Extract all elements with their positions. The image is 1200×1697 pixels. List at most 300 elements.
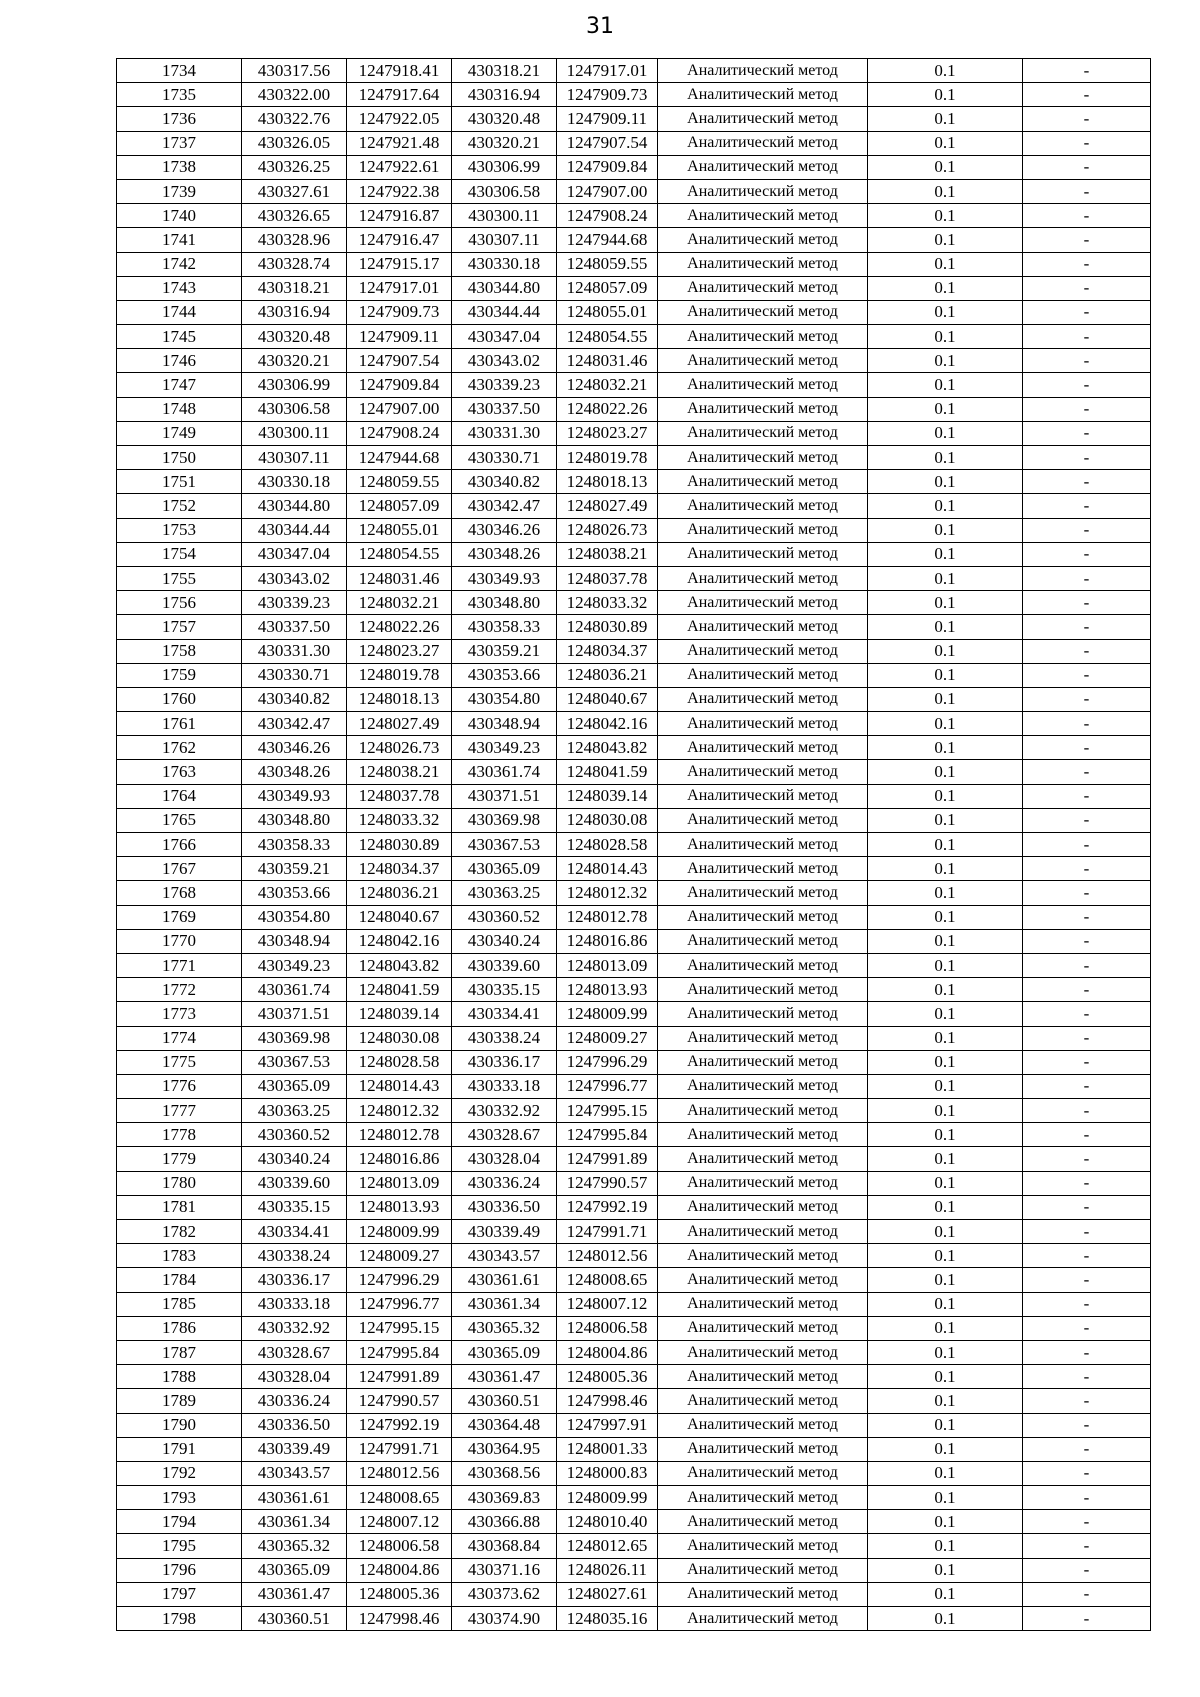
y-start-cell: 1248033.32: [347, 808, 452, 832]
table-row: [117, 204, 1151, 228]
y-end-cell: 1247997.91: [557, 1413, 658, 1437]
table-row: [117, 1486, 1151, 1510]
accuracy-cell: 0.1: [868, 639, 1023, 663]
x-start-cell: 430348.94: [242, 929, 347, 953]
table-row: [117, 1268, 1151, 1292]
method-cell: Аналитический метод: [658, 736, 868, 760]
x-end-cell: 430349.23: [452, 736, 557, 760]
note-cell: -: [1023, 1147, 1151, 1171]
y-start-cell: 1248030.89: [347, 833, 452, 857]
table-row: [117, 591, 1151, 615]
y-start-cell: 1247921.48: [347, 131, 452, 155]
x-start-cell: 430336.24: [242, 1389, 347, 1413]
x-start-cell: 430365.32: [242, 1534, 347, 1558]
x-start-cell: 430344.44: [242, 518, 347, 542]
table-row: [117, 712, 1151, 736]
x-end-cell: 430361.34: [452, 1292, 557, 1316]
accuracy-cell: 0.1: [868, 663, 1023, 687]
note-cell: -: [1023, 1558, 1151, 1582]
x-end-cell: 430342.47: [452, 494, 557, 518]
point-number-cell: 1786: [117, 1316, 242, 1340]
accuracy-cell: 0.1: [868, 1534, 1023, 1558]
y-end-cell: 1248006.58: [557, 1316, 658, 1340]
y-end-cell: 1248041.59: [557, 760, 658, 784]
point-number-cell: 1743: [117, 276, 242, 300]
method-cell: Аналитический метод: [658, 615, 868, 639]
x-start-cell: 430320.48: [242, 325, 347, 349]
y-start-cell: 1247995.84: [347, 1340, 452, 1364]
x-end-cell: 430336.17: [452, 1050, 557, 1074]
accuracy-cell: 0.1: [868, 1413, 1023, 1437]
note-cell: -: [1023, 929, 1151, 953]
point-number-cell: 1761: [117, 712, 242, 736]
x-start-cell: 430338.24: [242, 1244, 347, 1268]
point-number-cell: 1734: [117, 59, 242, 83]
table-row: [117, 1340, 1151, 1364]
note-cell: -: [1023, 59, 1151, 83]
method-cell: Аналитический метод: [658, 470, 868, 494]
method-cell: Аналитический метод: [658, 1220, 868, 1244]
x-end-cell: 430320.21: [452, 131, 557, 155]
y-end-cell: 1248033.32: [557, 591, 658, 615]
y-start-cell: 1248014.43: [347, 1074, 452, 1098]
note-cell: -: [1023, 1534, 1151, 1558]
x-end-cell: 430360.52: [452, 905, 557, 929]
accuracy-cell: 0.1: [868, 591, 1023, 615]
x-end-cell: 430339.49: [452, 1220, 557, 1244]
y-end-cell: 1247909.11: [557, 107, 658, 131]
y-end-cell: 1248009.99: [557, 1002, 658, 1026]
accuracy-cell: 0.1: [868, 421, 1023, 445]
point-number-cell: 1790: [117, 1413, 242, 1437]
table-row: [117, 857, 1151, 881]
x-end-cell: 430361.74: [452, 760, 557, 784]
note-cell: -: [1023, 1413, 1151, 1437]
y-start-cell: 1248019.78: [347, 663, 452, 687]
method-cell: Аналитический метод: [658, 929, 868, 953]
point-number-cell: 1756: [117, 591, 242, 615]
table-row: [117, 1389, 1151, 1413]
note-cell: -: [1023, 1171, 1151, 1195]
y-start-cell: 1247922.38: [347, 179, 452, 203]
table-row: [117, 1413, 1151, 1437]
y-end-cell: 1248012.78: [557, 905, 658, 929]
method-cell: Аналитический метод: [658, 276, 868, 300]
method-cell: Аналитический метод: [658, 639, 868, 663]
y-start-cell: 1248004.86: [347, 1558, 452, 1582]
y-end-cell: 1247917.01: [557, 59, 658, 83]
y-start-cell: 1248041.59: [347, 978, 452, 1002]
accuracy-cell: 0.1: [868, 131, 1023, 155]
note-cell: -: [1023, 615, 1151, 639]
x-end-cell: 430307.11: [452, 228, 557, 252]
note-cell: -: [1023, 639, 1151, 663]
point-number-cell: 1749: [117, 421, 242, 445]
table-row: [117, 83, 1151, 107]
table-row: [117, 397, 1151, 421]
note-cell: -: [1023, 953, 1151, 977]
point-number-cell: 1767: [117, 857, 242, 881]
accuracy-cell: 0.1: [868, 470, 1023, 494]
table-row: [117, 373, 1151, 397]
y-start-cell: 1247996.77: [347, 1292, 452, 1316]
method-cell: Аналитический метод: [658, 1510, 868, 1534]
note-cell: -: [1023, 518, 1151, 542]
x-start-cell: 430346.26: [242, 736, 347, 760]
x-end-cell: 430365.09: [452, 1340, 557, 1364]
x-end-cell: 430330.18: [452, 252, 557, 276]
x-start-cell: 430337.50: [242, 615, 347, 639]
point-number-cell: 1768: [117, 881, 242, 905]
accuracy-cell: 0.1: [868, 494, 1023, 518]
method-cell: Аналитический метод: [658, 421, 868, 445]
table-row: [117, 107, 1151, 131]
y-end-cell: 1247991.71: [557, 1220, 658, 1244]
y-end-cell: 1248004.86: [557, 1340, 658, 1364]
method-cell: Аналитический метод: [658, 1050, 868, 1074]
method-cell: Аналитический метод: [658, 1171, 868, 1195]
table-row: [117, 736, 1151, 760]
method-cell: Аналитический метод: [658, 83, 868, 107]
x-end-cell: 430300.11: [452, 204, 557, 228]
y-start-cell: 1248013.09: [347, 1171, 452, 1195]
x-end-cell: 430306.58: [452, 179, 557, 203]
method-cell: Аналитический метод: [658, 712, 868, 736]
y-end-cell: 1248012.56: [557, 1244, 658, 1268]
y-start-cell: 1248036.21: [347, 881, 452, 905]
method-cell: Аналитический метод: [658, 905, 868, 929]
y-start-cell: 1247992.19: [347, 1413, 452, 1437]
note-cell: -: [1023, 1026, 1151, 1050]
accuracy-cell: 0.1: [868, 760, 1023, 784]
x-end-cell: 430358.33: [452, 615, 557, 639]
x-start-cell: 430335.15: [242, 1195, 347, 1219]
method-cell: Аналитический метод: [658, 808, 868, 832]
y-start-cell: 1248009.27: [347, 1244, 452, 1268]
x-start-cell: 430361.61: [242, 1486, 347, 1510]
x-end-cell: 430330.71: [452, 446, 557, 470]
accuracy-cell: 0.1: [868, 1195, 1023, 1219]
method-cell: Аналитический метод: [658, 107, 868, 131]
x-end-cell: 430337.50: [452, 397, 557, 421]
table-row: [117, 978, 1151, 1002]
y-start-cell: 1247922.61: [347, 155, 452, 179]
method-cell: Аналитический метод: [658, 179, 868, 203]
x-start-cell: 430330.71: [242, 663, 347, 687]
y-end-cell: 1248014.43: [557, 857, 658, 881]
point-number-cell: 1773: [117, 1002, 242, 1026]
y-start-cell: 1247922.05: [347, 107, 452, 131]
note-cell: -: [1023, 1002, 1151, 1026]
x-end-cell: 430340.82: [452, 470, 557, 494]
point-number-cell: 1770: [117, 929, 242, 953]
method-cell: Аналитический метод: [658, 1002, 868, 1026]
point-number-cell: 1758: [117, 639, 242, 663]
x-start-cell: 430330.18: [242, 470, 347, 494]
x-end-cell: 430353.66: [452, 663, 557, 687]
point-number-cell: 1771: [117, 953, 242, 977]
method-cell: Аналитический метод: [658, 252, 868, 276]
x-end-cell: 430316.94: [452, 83, 557, 107]
method-cell: Аналитический метод: [658, 1123, 868, 1147]
table-row: [117, 228, 1151, 252]
y-end-cell: 1248039.14: [557, 784, 658, 808]
note-cell: -: [1023, 784, 1151, 808]
y-end-cell: 1248038.21: [557, 542, 658, 566]
x-start-cell: 430320.21: [242, 349, 347, 373]
method-cell: Аналитический метод: [658, 325, 868, 349]
y-start-cell: 1248030.08: [347, 1026, 452, 1050]
point-number-cell: 1792: [117, 1461, 242, 1485]
accuracy-cell: 0.1: [868, 397, 1023, 421]
note-cell: -: [1023, 204, 1151, 228]
point-number-cell: 1762: [117, 736, 242, 760]
method-cell: Аналитический метод: [658, 1074, 868, 1098]
y-start-cell: 1247916.47: [347, 228, 452, 252]
y-end-cell: 1247996.77: [557, 1074, 658, 1098]
x-end-cell: 430335.15: [452, 978, 557, 1002]
table-row: [117, 131, 1151, 155]
note-cell: -: [1023, 107, 1151, 131]
x-start-cell: 430336.50: [242, 1413, 347, 1437]
note-cell: -: [1023, 1340, 1151, 1364]
x-end-cell: 430348.94: [452, 712, 557, 736]
x-start-cell: 430339.49: [242, 1437, 347, 1461]
y-end-cell: 1248059.55: [557, 252, 658, 276]
page-number: 31: [586, 14, 614, 39]
point-number-cell: 1795: [117, 1534, 242, 1558]
x-start-cell: 430331.30: [242, 639, 347, 663]
method-cell: Аналитический метод: [658, 1099, 868, 1123]
method-cell: Аналитический метод: [658, 228, 868, 252]
point-number-cell: 1769: [117, 905, 242, 929]
table-row: [117, 687, 1151, 711]
x-end-cell: 430336.24: [452, 1171, 557, 1195]
point-number-cell: 1750: [117, 446, 242, 470]
y-end-cell: 1248009.99: [557, 1486, 658, 1510]
x-end-cell: 430336.50: [452, 1195, 557, 1219]
accuracy-cell: 0.1: [868, 857, 1023, 881]
note-cell: -: [1023, 1050, 1151, 1074]
point-number-cell: 1797: [117, 1582, 242, 1606]
x-start-cell: 430326.25: [242, 155, 347, 179]
accuracy-cell: 0.1: [868, 1292, 1023, 1316]
x-end-cell: 430367.53: [452, 833, 557, 857]
y-start-cell: 1248023.27: [347, 639, 452, 663]
y-end-cell: 1247907.54: [557, 131, 658, 155]
accuracy-cell: 0.1: [868, 349, 1023, 373]
accuracy-cell: 0.1: [868, 881, 1023, 905]
x-end-cell: 430332.92: [452, 1099, 557, 1123]
x-end-cell: 430361.61: [452, 1268, 557, 1292]
table-row: [117, 446, 1151, 470]
x-start-cell: 430348.80: [242, 808, 347, 832]
note-cell: -: [1023, 325, 1151, 349]
y-end-cell: 1248057.09: [557, 276, 658, 300]
y-start-cell: 1247917.64: [347, 83, 452, 107]
y-end-cell: 1248012.65: [557, 1534, 658, 1558]
table-row: [117, 421, 1151, 445]
y-start-cell: 1248009.99: [347, 1220, 452, 1244]
x-start-cell: 430354.80: [242, 905, 347, 929]
point-number-cell: 1780: [117, 1171, 242, 1195]
method-cell: Аналитический метод: [658, 542, 868, 566]
note-cell: -: [1023, 1607, 1151, 1631]
x-end-cell: 430339.60: [452, 953, 557, 977]
x-end-cell: 430364.95: [452, 1437, 557, 1461]
method-cell: Аналитический метод: [658, 59, 868, 83]
method-cell: Аналитический метод: [658, 1340, 868, 1364]
point-number-cell: 1738: [117, 155, 242, 179]
y-start-cell: 1248012.78: [347, 1123, 452, 1147]
table-row: [117, 1534, 1151, 1558]
accuracy-cell: 0.1: [868, 1461, 1023, 1485]
table-row: [117, 1026, 1151, 1050]
point-number-cell: 1791: [117, 1437, 242, 1461]
y-end-cell: 1248005.36: [557, 1365, 658, 1389]
accuracy-cell: 0.1: [868, 1074, 1023, 1098]
x-start-cell: 430353.66: [242, 881, 347, 905]
note-cell: -: [1023, 83, 1151, 107]
y-end-cell: 1247995.15: [557, 1099, 658, 1123]
y-start-cell: 1248026.73: [347, 736, 452, 760]
x-end-cell: 430373.62: [452, 1582, 557, 1606]
y-end-cell: 1247908.24: [557, 204, 658, 228]
x-start-cell: 430361.34: [242, 1510, 347, 1534]
point-number-cell: 1759: [117, 663, 242, 687]
point-number-cell: 1737: [117, 131, 242, 155]
x-end-cell: 430347.04: [452, 325, 557, 349]
x-start-cell: 430359.21: [242, 857, 347, 881]
y-end-cell: 1248010.40: [557, 1510, 658, 1534]
x-end-cell: 430360.51: [452, 1389, 557, 1413]
note-cell: -: [1023, 736, 1151, 760]
note-cell: -: [1023, 1510, 1151, 1534]
x-start-cell: 430367.53: [242, 1050, 347, 1074]
method-cell: Аналитический метод: [658, 1147, 868, 1171]
accuracy-cell: 0.1: [868, 905, 1023, 929]
y-end-cell: 1248007.12: [557, 1292, 658, 1316]
y-end-cell: 1248037.78: [557, 566, 658, 590]
x-end-cell: 430333.18: [452, 1074, 557, 1098]
y-start-cell: 1247918.41: [347, 59, 452, 83]
accuracy-cell: 0.1: [868, 808, 1023, 832]
y-end-cell: 1247944.68: [557, 228, 658, 252]
y-end-cell: 1248001.33: [557, 1437, 658, 1461]
point-number-cell: 1794: [117, 1510, 242, 1534]
accuracy-cell: 0.1: [868, 1050, 1023, 1074]
x-start-cell: 430371.51: [242, 1002, 347, 1026]
x-start-cell: 430340.82: [242, 687, 347, 711]
method-cell: Аналитический метод: [658, 1365, 868, 1389]
point-number-cell: 1755: [117, 566, 242, 590]
method-cell: Аналитический метод: [658, 1486, 868, 1510]
accuracy-cell: 0.1: [868, 1244, 1023, 1268]
accuracy-cell: 0.1: [868, 325, 1023, 349]
y-start-cell: 1247908.24: [347, 421, 452, 445]
x-end-cell: 430320.48: [452, 107, 557, 131]
y-end-cell: 1248054.55: [557, 325, 658, 349]
table-row: [117, 663, 1151, 687]
accuracy-cell: 0.1: [868, 59, 1023, 83]
point-number-cell: 1774: [117, 1026, 242, 1050]
accuracy-cell: 0.1: [868, 1099, 1023, 1123]
method-cell: Аналитический метод: [658, 566, 868, 590]
y-start-cell: 1248007.12: [347, 1510, 452, 1534]
x-start-cell: 430316.94: [242, 300, 347, 324]
note-cell: -: [1023, 1437, 1151, 1461]
method-cell: Аналитический метод: [658, 1026, 868, 1050]
y-end-cell: 1247909.84: [557, 155, 658, 179]
note-cell: -: [1023, 978, 1151, 1002]
accuracy-cell: 0.1: [868, 1510, 1023, 1534]
x-start-cell: 430306.58: [242, 397, 347, 421]
x-end-cell: 430328.67: [452, 1123, 557, 1147]
x-end-cell: 430374.90: [452, 1607, 557, 1631]
note-cell: -: [1023, 566, 1151, 590]
note-cell: -: [1023, 687, 1151, 711]
accuracy-cell: 0.1: [868, 1389, 1023, 1413]
table-row: [117, 1171, 1151, 1195]
x-start-cell: 430361.47: [242, 1582, 347, 1606]
y-end-cell: 1248031.46: [557, 349, 658, 373]
method-cell: Аналитический метод: [658, 397, 868, 421]
point-number-cell: 1766: [117, 833, 242, 857]
note-cell: -: [1023, 1292, 1151, 1316]
note-cell: -: [1023, 228, 1151, 252]
accuracy-cell: 0.1: [868, 1340, 1023, 1364]
method-cell: Аналитический метод: [658, 1316, 868, 1340]
note-cell: -: [1023, 542, 1151, 566]
x-end-cell: 430366.88: [452, 1510, 557, 1534]
y-end-cell: 1248034.37: [557, 639, 658, 663]
y-end-cell: 1248055.01: [557, 300, 658, 324]
y-end-cell: 1248018.13: [557, 470, 658, 494]
x-start-cell: 430369.98: [242, 1026, 347, 1050]
table-row: [117, 518, 1151, 542]
point-number-cell: 1742: [117, 252, 242, 276]
x-end-cell: 430369.98: [452, 808, 557, 832]
point-number-cell: 1783: [117, 1244, 242, 1268]
accuracy-cell: 0.1: [868, 542, 1023, 566]
point-number-cell: 1736: [117, 107, 242, 131]
y-start-cell: 1247907.54: [347, 349, 452, 373]
point-number-cell: 1748: [117, 397, 242, 421]
table-row: [117, 615, 1151, 639]
x-end-cell: 430344.80: [452, 276, 557, 300]
y-end-cell: 1248027.61: [557, 1582, 658, 1606]
x-start-cell: 430349.23: [242, 953, 347, 977]
point-number-cell: 1776: [117, 1074, 242, 1098]
method-cell: Аналитический метод: [658, 446, 868, 470]
y-start-cell: 1247916.87: [347, 204, 452, 228]
note-cell: -: [1023, 397, 1151, 421]
method-cell: Аналитический метод: [658, 155, 868, 179]
x-start-cell: 430328.74: [242, 252, 347, 276]
x-start-cell: 430348.26: [242, 760, 347, 784]
accuracy-cell: 0.1: [868, 1002, 1023, 1026]
note-cell: -: [1023, 1365, 1151, 1389]
x-start-cell: 430349.93: [242, 784, 347, 808]
method-cell: Аналитический метод: [658, 591, 868, 615]
note-cell: -: [1023, 1244, 1151, 1268]
note-cell: -: [1023, 1195, 1151, 1219]
note-cell: -: [1023, 857, 1151, 881]
point-number-cell: 1740: [117, 204, 242, 228]
accuracy-cell: 0.1: [868, 784, 1023, 808]
x-end-cell: 430343.57: [452, 1244, 557, 1268]
point-number-cell: 1752: [117, 494, 242, 518]
